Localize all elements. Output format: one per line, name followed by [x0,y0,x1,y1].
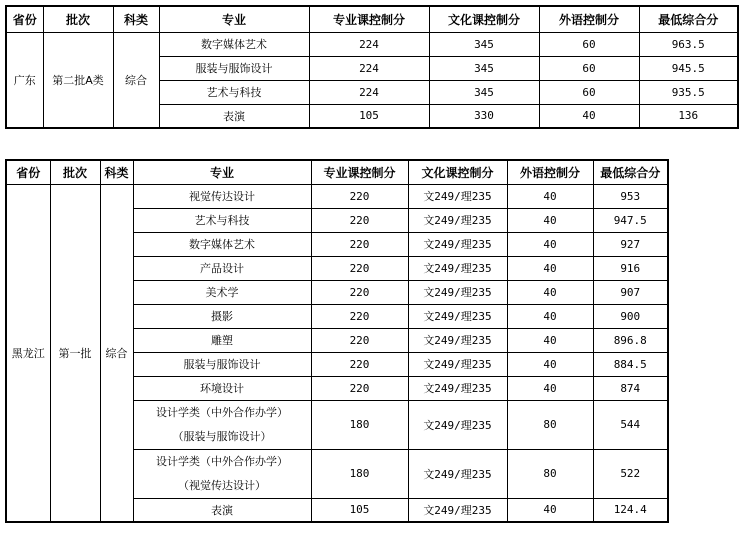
batch-cell: 第一批 [50,184,100,522]
major-cell: 摄影 [133,304,311,328]
major-cell: 服装与服饰设计 [159,56,309,80]
language-score-cell: 60 [539,32,639,56]
culture-score-cell: 文249/理235 [408,208,507,232]
language-score-cell: 80 [507,400,593,449]
header-min-score: 最低综合分 [593,160,668,184]
header-prof-score: 专业课控制分 [309,6,429,32]
language-score-cell: 40 [507,184,593,208]
min-score-cell: 963.5 [639,32,738,56]
major-cell: 雕塑 [133,328,311,352]
language-score-cell: 40 [507,498,593,522]
culture-score-cell: 345 [429,32,539,56]
culture-score-cell: 文249/理235 [408,328,507,352]
prof-score-cell: 224 [309,56,429,80]
language-score-cell: 80 [507,449,593,498]
category-cell: 综合 [113,32,159,128]
language-score-cell: 40 [507,304,593,328]
min-score-cell: 935.5 [639,80,738,104]
header-min-score: 最低综合分 [639,6,738,32]
prof-score-cell: 224 [309,80,429,104]
prof-score-cell: 220 [311,328,408,352]
culture-score-cell: 330 [429,104,539,128]
language-score-cell: 40 [507,208,593,232]
culture-score-cell: 345 [429,56,539,80]
min-score-cell: 896.8 [593,328,668,352]
culture-score-cell: 文249/理235 [408,449,507,498]
language-score-cell: 40 [507,256,593,280]
prof-score-cell: 220 [311,232,408,256]
major-line-2: （视觉传达设计） [178,478,266,492]
prof-score-cell: 105 [311,498,408,522]
min-score-cell: 900 [593,304,668,328]
min-score-cell: 522 [593,449,668,498]
language-score-cell: 40 [507,280,593,304]
major-cell: 产品设计 [133,256,311,280]
category-cell: 综合 [100,184,133,522]
language-score-cell: 40 [507,352,593,376]
header-batch: 批次 [50,160,100,184]
culture-score-cell: 文249/理235 [408,376,507,400]
min-score-cell: 124.4 [593,498,668,522]
major-cell: 美术学 [133,280,311,304]
prof-score-cell: 220 [311,208,408,232]
min-score-cell: 947.5 [593,208,668,232]
culture-score-cell: 文249/理235 [408,304,507,328]
header-language-score: 外语控制分 [507,160,593,184]
culture-score-cell: 文249/理235 [408,256,507,280]
language-score-cell: 40 [507,232,593,256]
min-score-cell: 953 [593,184,668,208]
prof-score-cell: 220 [311,280,408,304]
min-score-cell: 907 [593,280,668,304]
major-line-1: 设计学类（中外合作办学） [156,405,288,419]
admission-table-guangdong [5,5,739,129]
header-province: 省份 [6,6,43,32]
admission-table-heilongjiang [5,159,669,523]
min-score-cell: 874 [593,376,668,400]
major-line-2: （服装与服饰设计） [172,429,272,443]
header-province: 省份 [6,160,50,184]
header-category: 科类 [113,6,159,32]
header-major: 专业 [133,160,311,184]
header-batch: 批次 [43,6,113,32]
major-cell: 环境设计 [133,376,311,400]
header-culture-score: 文化课控制分 [429,6,539,32]
min-score-cell: 884.5 [593,352,668,376]
table-header-row [6,6,738,32]
culture-score-cell: 文249/理235 [408,352,507,376]
header-language-score: 外语控制分 [539,6,639,32]
header-major: 专业 [159,6,309,32]
major-cell: 数字媒体艺术 [159,32,309,56]
prof-score-cell: 220 [311,376,408,400]
culture-score-cell: 文249/理235 [408,184,507,208]
major-cell: 表演 [159,104,309,128]
prof-score-cell: 180 [311,400,408,449]
header-prof-score: 专业课控制分 [311,160,408,184]
culture-score-cell: 文249/理235 [408,280,507,304]
language-score-cell: 40 [539,104,639,128]
table-row [6,184,668,208]
header-category: 科类 [100,160,133,184]
prof-score-cell: 105 [309,104,429,128]
language-score-cell: 60 [539,80,639,104]
batch-cell: 第二批A类 [43,32,113,128]
prof-score-cell: 220 [311,184,408,208]
min-score-cell: 136 [639,104,738,128]
major-line-1: 设计学类（中外合作办学） [156,454,288,468]
table-row [6,32,738,56]
min-score-cell: 927 [593,232,668,256]
major-cell [133,449,311,498]
language-score-cell: 40 [507,376,593,400]
major-cell: 艺术与科技 [159,80,309,104]
min-score-cell: 916 [593,256,668,280]
prof-score-cell: 224 [309,32,429,56]
prof-score-cell: 220 [311,352,408,376]
major-cell: 艺术与科技 [133,208,311,232]
min-score-cell: 945.5 [639,56,738,80]
major-cell [133,400,311,449]
language-score-cell: 60 [539,56,639,80]
table-header-row [6,160,668,184]
culture-score-cell: 文249/理235 [408,232,507,256]
major-cell: 视觉传达设计 [133,184,311,208]
language-score-cell: 40 [507,328,593,352]
prof-score-cell: 220 [311,304,408,328]
province-cell: 广东 [6,32,43,128]
culture-score-cell: 文249/理235 [408,498,507,522]
province-cell: 黑龙江 [6,184,50,522]
prof-score-cell: 220 [311,256,408,280]
header-culture-score: 文化课控制分 [408,160,507,184]
min-score-cell: 544 [593,400,668,449]
culture-score-cell: 345 [429,80,539,104]
culture-score-cell: 文249/理235 [408,400,507,449]
major-cell: 数字媒体艺术 [133,232,311,256]
major-cell: 表演 [133,498,311,522]
major-cell: 服装与服饰设计 [133,352,311,376]
prof-score-cell: 180 [311,449,408,498]
